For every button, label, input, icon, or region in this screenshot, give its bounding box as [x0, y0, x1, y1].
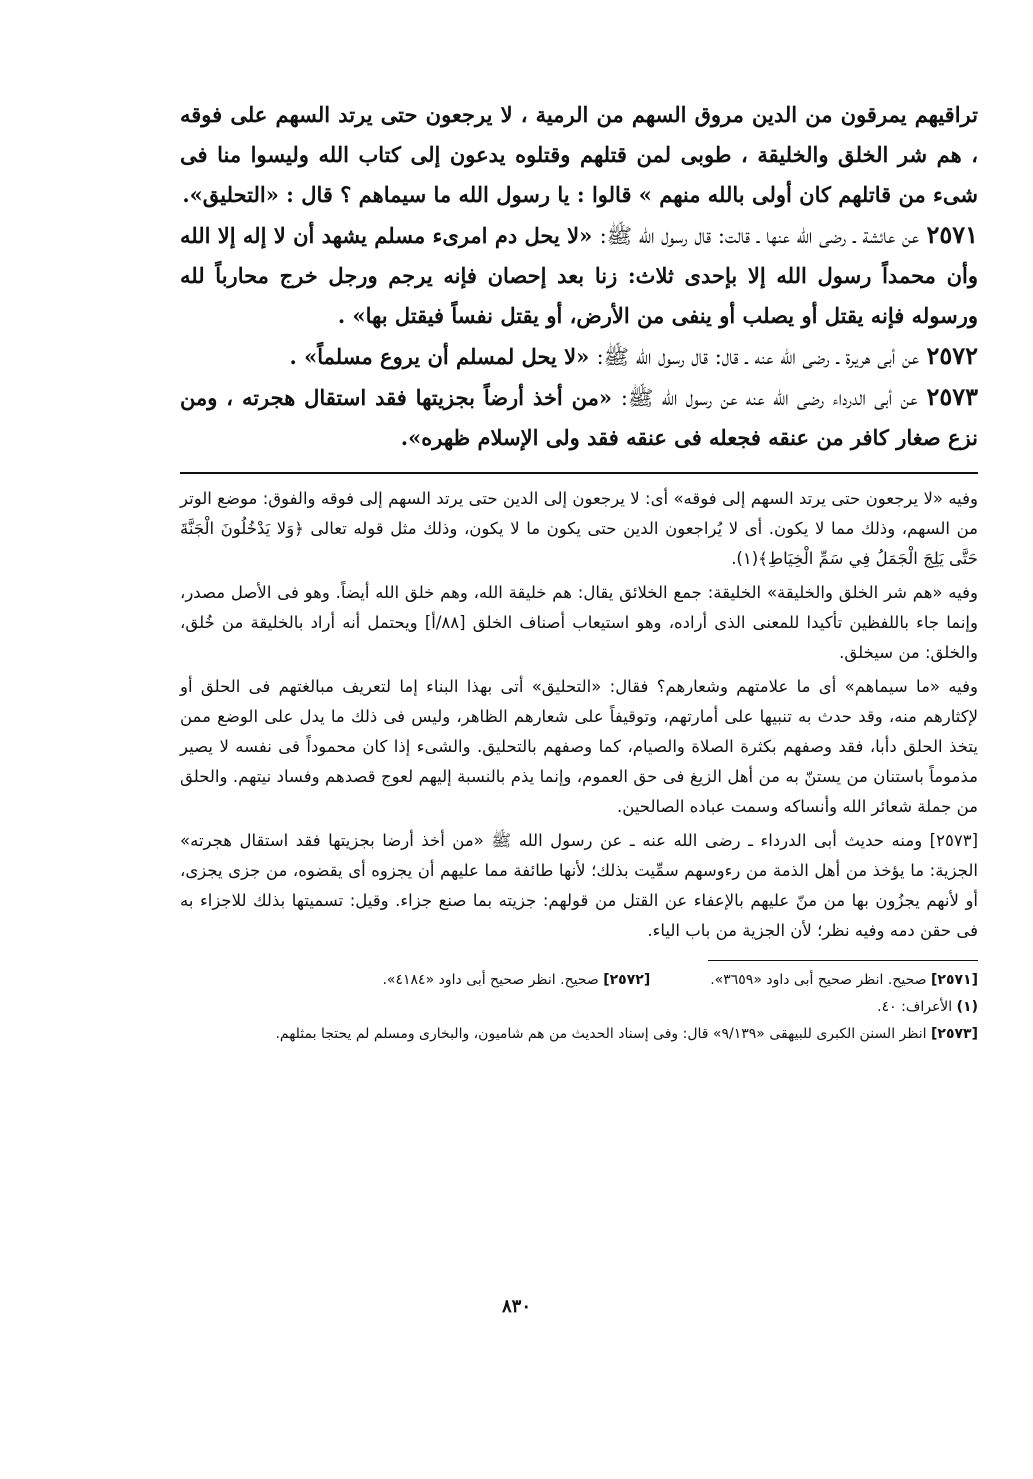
- hadith-narration: عن عائشة ـ رضى الله عنها ـ قالت: قال رسول الله ﷺ:: [599, 224, 920, 248]
- page-body: [180, 95, 978, 1048]
- hadith-continuation: تراقيهم يمرقون من الدين مروق السهم من الرمية ، لا يرجعون حتى يرتد السهم على فوقه ، هم شر الخلق والخليقة ، طوبى لمن قتلهم وقتلوه يدعون إلى كتاب الله وليسوا منا فى شىء من قاتلهم كان أولى بالله منهم » قالوا : يا رسول الله ما سيماهم ؟ قال : «التحليق».: [180, 102, 978, 207]
- hadith-text: «لا يحل لمسلم أن يروع مسلماً» .: [289, 344, 590, 369]
- commentary: [180, 484, 978, 946]
- footnote-2573: [180, 1021, 978, 1048]
- footnote-text: صحيح. انظر صحيح أبى داود «٣٦٥٩».: [710, 972, 927, 988]
- commentary-paragraph: وفيه «هم شر الخلق والخليقة» الخليقة: جمع الخلائق يقال: هم خليقة الله، وهم خلق الله أيضاً. وهو فى الأصل مصدر، وإنما جاء باللفظين تأكيدا للمعنى الذى أراده، وهو استيعاب أصناف الخلق [٨٨/أ] ويحتمل أنه أراد بالخليقة من خُلق، والخلق: من سيخلق.: [180, 583, 978, 662]
- hadith-number: ٢٥٧٢: [926, 341, 978, 370]
- hadith-narration: عن أبى الدرداء رضى الله عنه عن رسول الله ﷺ:: [620, 386, 918, 410]
- commentary-paragraph: [٢٥٧٣] ومنه حديث أبى الدرداء ـ رضى الله عنه ـ عن رسول الله ﷺ «من أخذ أرضا بجزيتها فقد استقال هجرته» الجزية: ما يؤخذ من أهل الذمة من رءوسهم سمِّيت بذلك؛ لأنها طائفة مما عليهم أن يجزوه أى يقضوه، من جزى يجزى، أو لأنهم يجزُون بها من منّ عليهم بالإعفاء عن القتل من قولهم: جزيته بما صنع جزاء. وقيل: تسميتها بذلك للاجزاء به فى حقن دمه وفيه نظر؛ لأن الجزية من باب الياء.: [180, 831, 978, 940]
- footnote-text: صحيح. انظر صحيح أبى داود «٤١٨٤».: [382, 972, 599, 988]
- footnote-row: [180, 967, 978, 994]
- page-number: ٨٣٠: [501, 1296, 531, 1317]
- footnote-text: انظر السنن الكبرى للبيهقى «٩/١٣٩» قال: وفى إسناد الحديث من هم شاميون، والبخارى ومسلم لم يحتجا بمثلهم.: [275, 1026, 927, 1042]
- hadith-text: «من أخذ أرضاً بجزيتها فقد استقال هجرته ، ومن نزع صغار كافر من عنقه فجعله فى عنقه فقد ولى الإسلام ظهره».: [180, 385, 978, 450]
- hadith-2572: [180, 336, 978, 377]
- footnote-tag: [٢٥٧٣]: [931, 1026, 978, 1042]
- hadith-narration: عن أبى هريرة ـ رضى الله عنه ـ قال: قال رسول الله ﷺ:: [596, 345, 920, 369]
- commentary-paragraph: وفيه «لا يرجعون حتى يرتد السهم إلى فوقه» أى: لا يرجعون إلى الدين حتى يرتد السهم إلى فوقه والفوق: موضع الوتر من السهم، وذلك مما لا يكون. أى لا يُراجعون الدين حتى يكون ما لا يكون، وذلك مثل قوله تعالى ﴿وَلا يَدْخُلُونَ الْجَنَّةَ حَتَّى يَلِجَ الْجَمَلُ فِي سَمِّ الْخِيَاطِ﴾(١).: [180, 489, 978, 568]
- footnote-divider: [708, 960, 978, 961]
- footnote-tag: [٢٥٧١]: [931, 972, 978, 988]
- main-text: [180, 95, 978, 458]
- main-divider: [180, 472, 978, 474]
- hadith-2573: [180, 377, 978, 458]
- footnotes: [180, 967, 978, 1048]
- hadith-2571: [180, 215, 978, 336]
- commentary-paragraph: وفيه «ما سيماهم» أى ما علامتهم وشعارهم؟ فقال: «التحليق» أتى بهذا البناء إما لتعريف مبالغتهم فى الحلق أو لإكثارهم منه، وقد حدث به تنبيها على أمارتهم، وتوقيفاً على شعارهم الظاهر، وليس فى ذلك ما يدل على الوضع ممن يتخذ الحلق دأبا، فقد وصفهم بكثرة الصلاة والصيام، كما وصفهم بالتحليق. والشىء إذا كان محموداً فى نفسه لا يصير مذموماً باستنان من يستنّ به من أهل الزيغ فى حق العموم، وإنما يذم بالنسبة إليهم لعوج قصدهم وفساد نيتهم. والحلق من جملة شعائر الله وأنساكه وسمت عباده الصالحين.: [180, 677, 978, 816]
- footnote-text: الأعراف: ٤٠.: [877, 999, 953, 1015]
- footnote-2572: [382, 967, 650, 994]
- footnote-tag: (١): [956, 999, 978, 1015]
- hadith-text: «لا يحل دم امرىء مسلم يشهد أن لا إله إلا الله وأن محمداً رسول الله إلا بإحدى ثلاث: زنا بعد إحصان فإنه يرجم ورجل خرج محارباً لله ورسوله فإنه يقتل أو يصلب أو ينفى من الأرض، أو يقتل نفساً فيقتل بها» .: [180, 223, 978, 328]
- footnote-2571: [710, 967, 978, 994]
- hadith-number: ٢٥٧١: [926, 220, 979, 249]
- footnote-1: [180, 994, 978, 1021]
- hadith-number: ٢٥٧٣: [926, 382, 979, 411]
- footnote-tag: [٢٥٧٢]: [603, 972, 651, 988]
